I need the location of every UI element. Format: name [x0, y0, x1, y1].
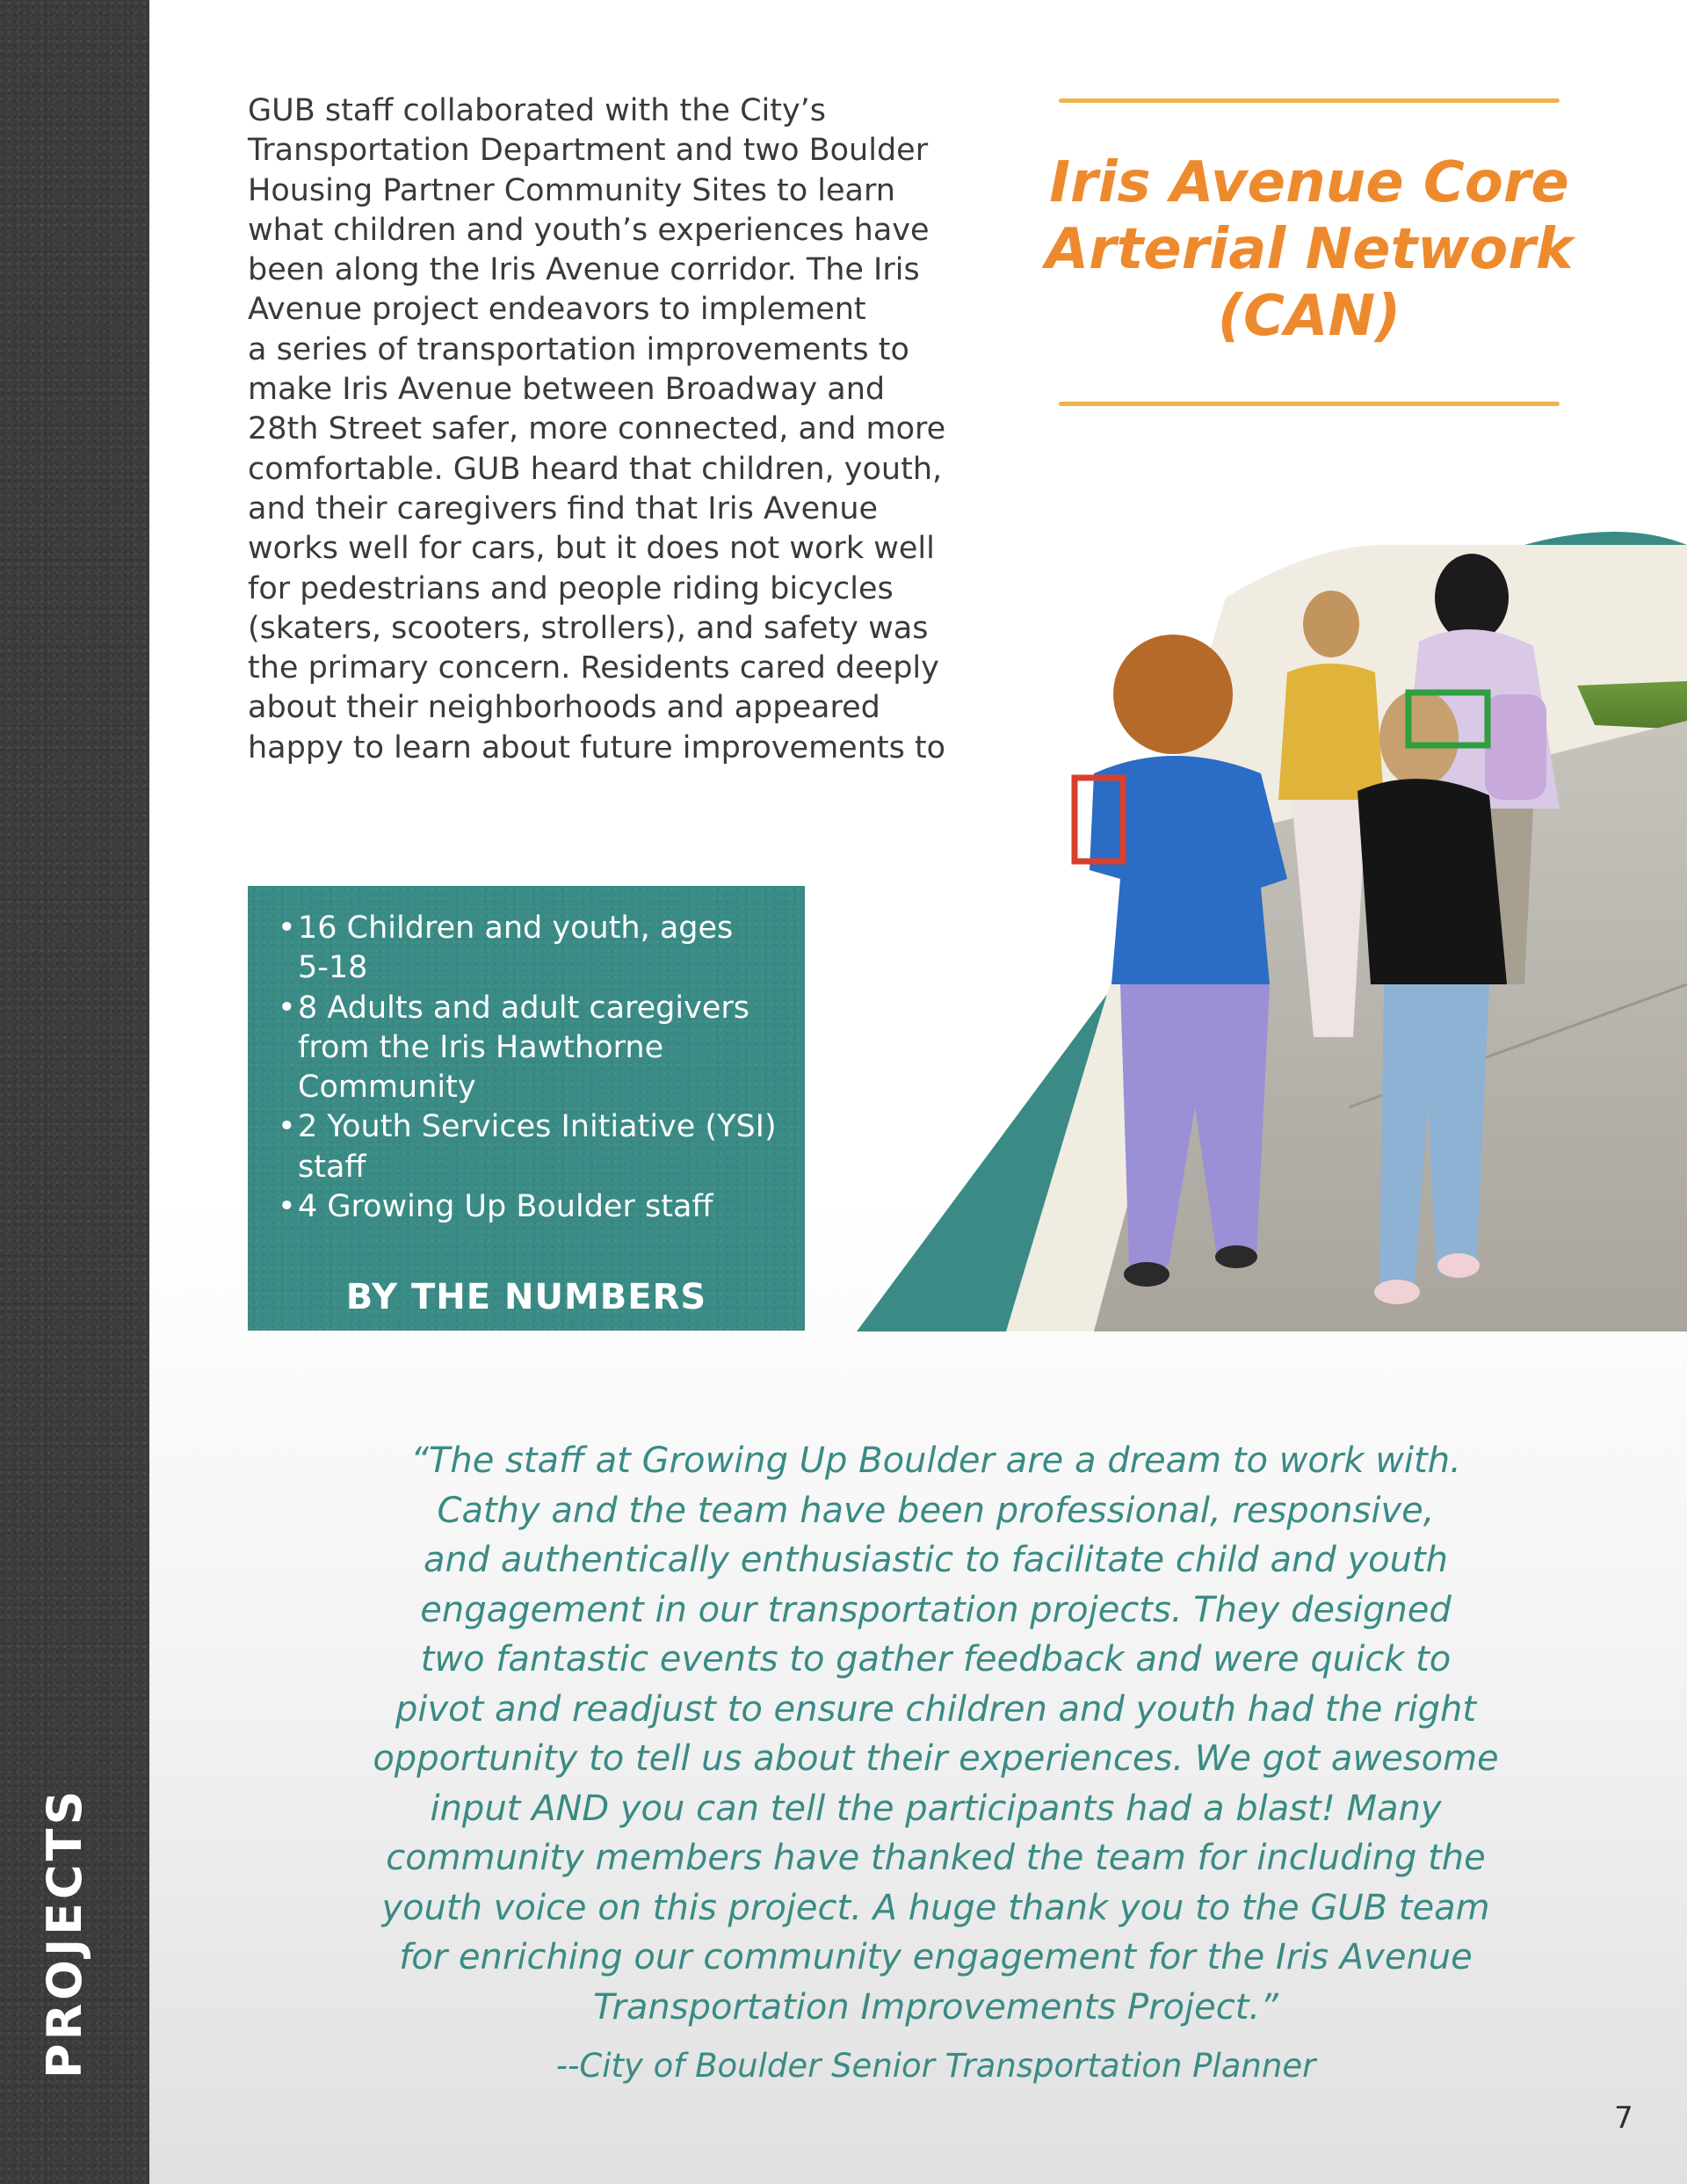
shoe — [1437, 1253, 1480, 1278]
list-item-line: • 16 Children and youth, ages — [298, 911, 734, 946]
list-item-line: 5-18 — [298, 950, 368, 986]
list-item-line: • 8 Adults and adult caregivers — [298, 990, 749, 1026]
title-rule-top — [1059, 98, 1560, 103]
child-shirt — [1278, 664, 1384, 800]
child-shirt — [1090, 756, 1287, 984]
child-hair — [1113, 635, 1233, 754]
article-line: and their caregivers find that Iris Avenue — [248, 490, 879, 526]
list-item — [272, 989, 800, 1108]
article-line: make Iris Avenue between Broadway and — [248, 372, 886, 408]
title-line: (CAN) — [1217, 284, 1401, 349]
list-item-line: staff — [298, 1149, 366, 1185]
backpack — [1485, 694, 1546, 800]
article-line: works well for cars, but it does not work well — [248, 531, 935, 567]
article-line: 28th Street safer, more connected, and more — [248, 411, 946, 447]
shoe — [1124, 1262, 1169, 1287]
quote-line: pivot and readjust to ensure children and youth had the right — [395, 1688, 1477, 1730]
page-title — [1010, 149, 1608, 350]
quote-line: for enriching our community engagement for the Iris Avenue — [399, 1937, 1473, 1977]
article-line: comfortable. GUB heard that children, youth, — [248, 451, 943, 487]
article-line: Transportation Department and two Boulder — [248, 133, 929, 169]
article-line: been along the Iris Avenue corridor. The Iris — [248, 252, 920, 288]
list-item-line: from the Iris Hawthorne — [298, 1029, 664, 1065]
page-number: 7 — [1614, 2101, 1633, 2136]
child-hair — [1379, 690, 1459, 787]
grass-area — [1577, 681, 1687, 729]
quote-line: opportunity to tell us about their experiences. We got awesome — [373, 1738, 1499, 1779]
article-line: Housing Partner Community Sites to learn — [248, 172, 895, 208]
article-line: (skaters, scooters, strollers), and safety was — [248, 610, 929, 646]
quote-line: youth voice on this project. A huge thank you to the GUB team — [381, 1887, 1490, 1928]
list-item — [272, 909, 800, 989]
article-line: GUB staff collaborated with the City’s — [248, 93, 827, 128]
list-item — [272, 1107, 800, 1187]
children-walking-photo — [857, 492, 1687, 1331]
child-shirt — [1358, 779, 1507, 984]
photo-illustration — [857, 492, 1687, 1331]
title-rule-bottom — [1059, 402, 1560, 406]
quote-line: Transportation Improvements Project.” — [593, 1986, 1278, 2028]
child-hair — [1435, 554, 1509, 642]
by-the-numbers-list — [272, 909, 800, 1227]
quote-line: “The staff at Growing Up Boulder are a dream to work with. — [410, 1440, 1461, 1481]
article-line: for pedestrians and people riding bicycles — [248, 570, 894, 606]
article-line: a series of transportation improvements to — [248, 331, 909, 367]
article-line: what children and youth’s experiences have — [248, 212, 930, 248]
article-line: the primary concern. Residents cared deeply — [248, 650, 939, 686]
list-item-line: • 2 Youth Services Initiative (YSI) — [298, 1109, 777, 1145]
list-item-line: • 4 Growing Up Boulder staff — [298, 1189, 713, 1225]
title-line: Arterial Network — [1045, 217, 1574, 282]
testimonial-quote — [237, 1436, 1634, 2032]
quote-line: two fantastic events to gather feedback and were quick to — [420, 1639, 1452, 1680]
list-item — [272, 1187, 800, 1227]
article-line: happy to learn about future improvements to — [248, 729, 946, 765]
article-line: about their neighborhoods and appeared — [248, 690, 880, 726]
quote-line: and authentically enthusiastic to facilitate child and youth — [423, 1540, 1449, 1580]
quote-line: engagement in our transportation projects. They designed — [420, 1589, 1452, 1630]
article-line: Avenue project endeavors to implement — [248, 292, 866, 328]
child-hair — [1303, 591, 1359, 657]
shoe — [1374, 1280, 1420, 1304]
section-sidebar — [0, 0, 149, 2184]
quote-line: community members have thanked the team for including the — [386, 1838, 1486, 1878]
title-line: Iris Avenue Core — [1049, 150, 1569, 215]
section-label: PROJECTS — [37, 1787, 92, 2079]
quote-line: Cathy and the team have been professional, responsive, — [437, 1490, 1435, 1531]
quote-attribution: --City of Boulder Senior Transportation Planner — [555, 2047, 1316, 2085]
shoe — [1215, 1245, 1257, 1268]
quote-line: input AND you can tell the participants had a blast! Many — [430, 1788, 1442, 1829]
list-item-line: Community — [298, 1070, 476, 1106]
by-the-numbers-heading: BY THE NUMBERS — [345, 1277, 707, 1317]
